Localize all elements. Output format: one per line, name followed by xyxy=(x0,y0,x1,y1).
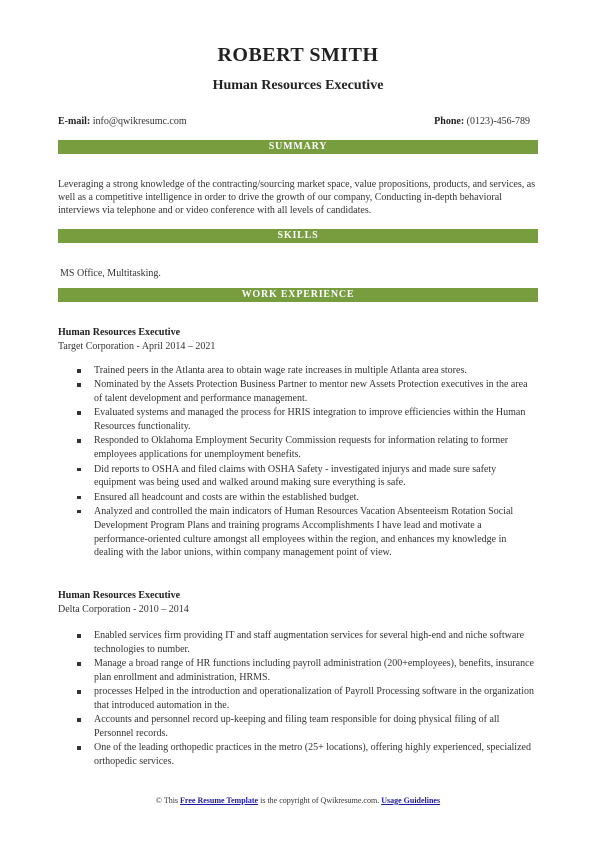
job-bullet: One of the leading orthopedic practices in the metro (25+ locations), offering highly experienced, specialized orthopedic services. xyxy=(58,741,538,769)
phone-label: Phone: xyxy=(434,116,465,127)
job-title: Human Resources Executive xyxy=(58,327,181,338)
job-bullet: Trained peers in the Atlanta area to obtain wage rate increases in multiple Atlanta area stores. xyxy=(58,364,538,378)
job-bullets xyxy=(58,629,538,769)
free-resume-template-link[interactable]: Free Resume Template xyxy=(180,796,259,805)
footer-middle: is the copyright of Qwikresume.com. xyxy=(258,796,382,805)
job-bullet: Evaluated systems and managed the process for HRIS integration to improve efficiencies within the Human Resources functionality. xyxy=(58,406,538,434)
job-bullet: Accounts and personnel record up-keeping and filing team responsible for doing physical filing of all Personnel records. xyxy=(58,713,538,741)
job-bullet: Manage a broad range of HR functions including payroll administration (200+employees), benefits, insurance plan enrollment and administration, HRMS. xyxy=(58,657,538,685)
job-title: Human Resources Executive xyxy=(58,590,181,601)
email-value: info@qwikresumc.com xyxy=(92,116,187,127)
candidate-title: Human Resources Executive xyxy=(212,78,384,93)
phone-group xyxy=(434,116,530,127)
usage-guidelines-link[interactable]: Usage Guidelines xyxy=(381,796,441,805)
job-company-dates: Target Corporation - April 2014 – 2021 xyxy=(58,341,216,352)
job-bullet: Analyzed and controlled the main indicators of Human Resources Vacation Absenteeism Rotation Social Development Program Plans and training programs Accomplishments I have lead and motivate a performance-oriented culture amongst all employees within the region, and enhances my knowledge in dealing with the labor unions, within company management point of view. xyxy=(58,505,538,560)
candidate-name: ROBERT SMITH xyxy=(217,44,379,66)
copyright-footer xyxy=(58,796,538,805)
job-company-dates: Delta Corporation - 2010 – 2014 xyxy=(58,604,189,615)
summary-text: Leveraging a strong knowledge of the contracting/sourcing market space, value propositions, products, and services, as well as a competitive intelligence in order to drive the growth of our company, Conducting in-depth behavioral interviews via telephone and or video conference with all levels of candidates. xyxy=(58,179,536,216)
email-label: E-mail: xyxy=(58,116,91,127)
work-experience-heading: WORK EXPERIENCE xyxy=(58,288,538,302)
skills-heading: SKILLS xyxy=(58,229,538,243)
skills-text: MS Office, Multitasking. xyxy=(60,268,161,279)
contact-line xyxy=(58,116,538,127)
job-bullet: Enabled services firm providing IT and staff augmentation services for several high-end and niche software technologies to number. xyxy=(58,629,538,657)
job-bullet: processes Helped in the introduction and operationalization of Payroll Processing software in the organization that introduced automation in the. xyxy=(58,685,538,713)
job-bullet: Did reports to OSHA and filed claims with OSHA Safety - investigated injurys and made sure safety equipment was being used and walked around making sure everything is safe. xyxy=(58,463,538,491)
job-bullet: Nominated by the Assets Protection Business Partner to mentor new Assets Protection executives in the area of talent development and performance management. xyxy=(58,378,538,406)
job-bullet: Ensured all headcount and costs are within the established budget. xyxy=(58,491,538,505)
footer-prefix: © This xyxy=(155,796,181,805)
job-bullet: Responded to Oklahoma Employment Security Commission requests for information relating to former employees applications for unemployment benefits. xyxy=(58,434,538,462)
phone-value: (0123)-456-789 xyxy=(466,116,530,127)
summary-heading: SUMMARY xyxy=(58,140,538,154)
job-bullets xyxy=(58,364,538,561)
